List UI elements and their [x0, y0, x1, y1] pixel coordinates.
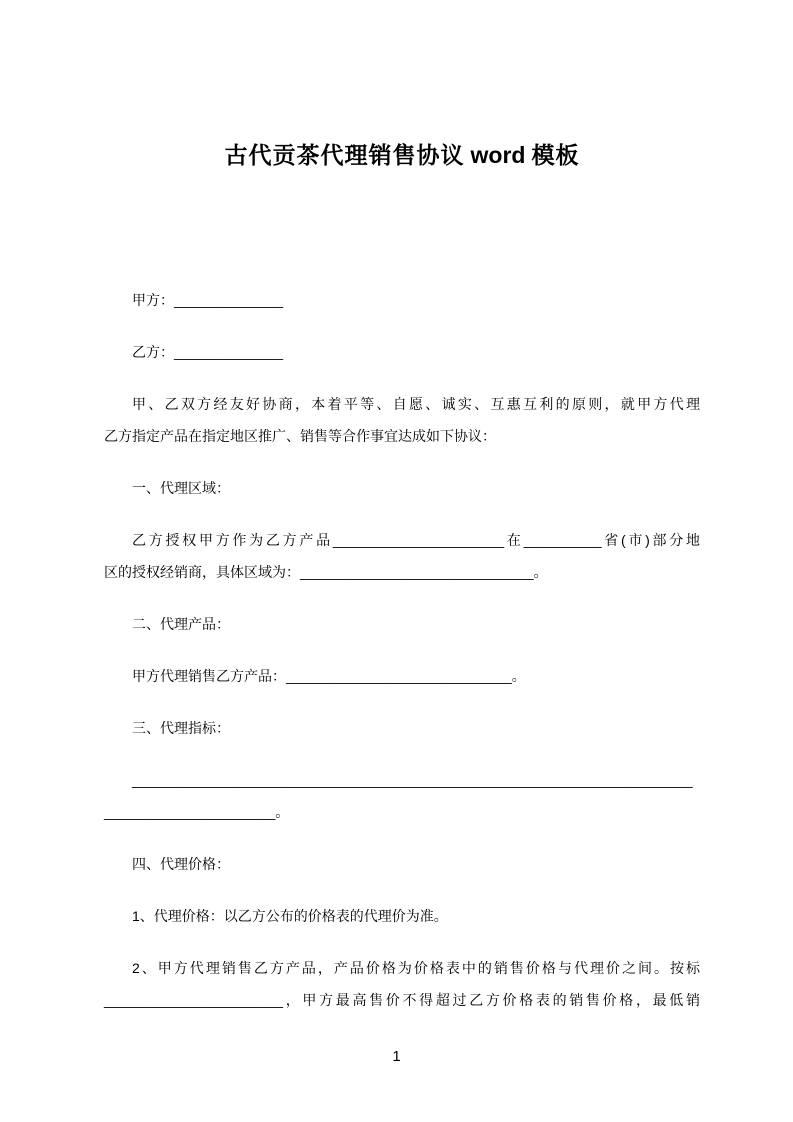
- party-b-label: 乙方：: [132, 344, 174, 360]
- section-4-clause-1-line-1: 1、代理价格：以乙方公布的价格表的代理价为准。: [132, 908, 448, 924]
- section-4-clause-2-paragraph: [104, 952, 700, 1016]
- party-a-line: [104, 284, 700, 316]
- intro-paragraph: [104, 388, 700, 452]
- section-2-heading: 二、代理产品：: [132, 616, 230, 632]
- intro-line-1: 甲、乙双方经友好协商，本着平等、自愿、诚实、互惠互利的原则，就甲方代理: [132, 396, 700, 412]
- document-title: [104, 135, 700, 175]
- party-b-line: [104, 336, 700, 368]
- party-a-blank: ______________: [174, 292, 284, 308]
- section-3-blank-line-2: ______________________。: [104, 804, 290, 820]
- party-a-paragraph: [104, 284, 700, 316]
- section-3-heading: 三、代理指标：: [132, 720, 230, 736]
- intro-line-2: 乙方指定产品在指定地区推广、销售等合作事宜达成如下协议：: [104, 428, 496, 444]
- party-b-paragraph: [104, 336, 700, 368]
- section-2-line-1: 甲方代理销售乙方产品：_____________________________。: [132, 668, 526, 684]
- section-3-blank-line-1: ________________________________________________________________________: [132, 772, 693, 788]
- section-2-heading-paragraph: [104, 608, 700, 640]
- section-1-heading: 一、代理区域：: [132, 480, 230, 496]
- section-4-heading: 四、代理价格：: [132, 856, 230, 872]
- party-b-blank: ______________: [174, 344, 284, 360]
- page-number: 1: [392, 1048, 401, 1065]
- title-latin-text: word: [470, 142, 526, 168]
- section-1-line-1: 乙方授权甲方作为乙方产品______________________在__________省(市)部分地: [132, 532, 700, 548]
- party-a-label: 甲方：: [132, 292, 174, 308]
- section-3-body-paragraph: [104, 764, 700, 828]
- section-3-heading-paragraph: [104, 712, 700, 744]
- section-1-line-2: 区的授权经销商，具体区域为：______________________________。: [104, 564, 548, 580]
- title-prefix-text: 古代贡茶代理销售协议: [224, 142, 465, 168]
- section-4-clause-1-paragraph: [104, 900, 700, 932]
- title-suffix-text: 模板: [531, 142, 580, 168]
- section-4-clause-2-line-2: _______________________，甲方最高售价不得超过乙方价格表的销售价格，最低销: [104, 992, 700, 1008]
- section-2-body-paragraph: [104, 660, 700, 692]
- page-footer: [0, 1046, 793, 1068]
- section-1-body-paragraph: [104, 524, 700, 588]
- section-1-heading-paragraph: [104, 472, 700, 504]
- section-4-heading-paragraph: [104, 848, 700, 880]
- section-4-clause-2-line-1: 2、甲方代理销售乙方产品，产品价格为价格表中的销售价格与代理价之间。按标: [132, 960, 700, 976]
